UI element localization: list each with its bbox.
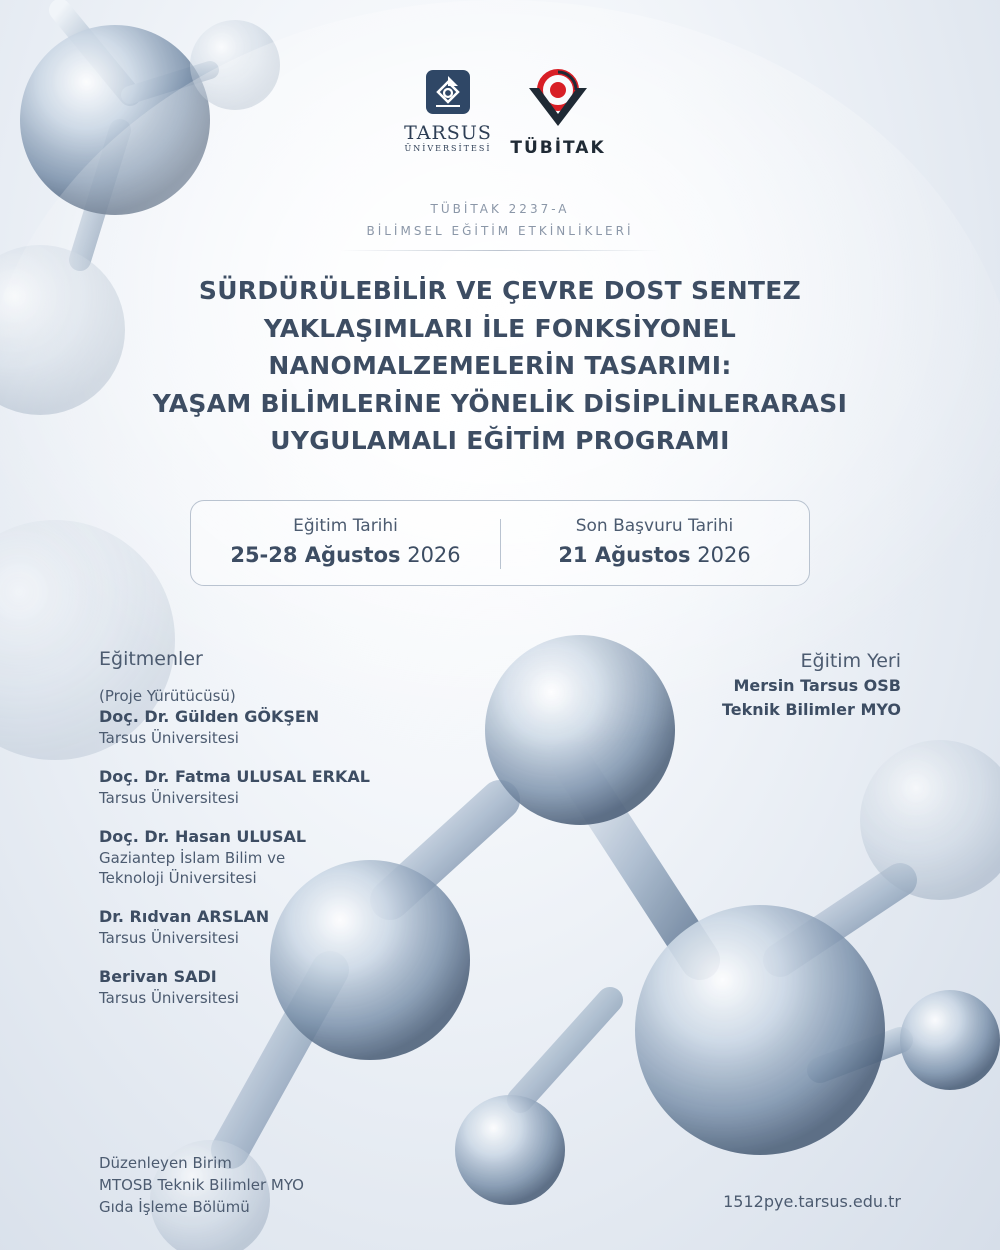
venue-block [722,648,901,722]
trainer-item [99,826,519,888]
title-line: YAŞAM BİLİMLERİNE YÖNELİK DİSİPLİNLERARASI [152,388,848,418]
trainer-institution: Tarsus Üniversitesi [99,929,239,947]
tarsus-university-logo [402,68,494,153]
trainer-item [99,686,519,748]
trainer-name: Doç. Dr. Fatma ULUSAL ERKAL [99,767,370,786]
trainer-institution: Tarsus Üniversitesi [99,789,239,807]
tarsus-university-emblem-icon [424,68,472,116]
trainer-role-note: (Proje Yürütücüsü) [99,687,236,705]
trainers-list [99,686,519,1026]
trainer-item [99,966,519,1008]
organizer-unit: MTOSB Teknik Bilimler MYO [99,1176,304,1194]
program-code: TÜBİTAK 2237-A [430,202,570,216]
training-date [191,513,500,571]
header-divider [340,250,660,251]
trainer-item [99,766,519,808]
trainer-institution: Gaziantep İslam Bilim ve Teknoloji Üniversitesi [99,849,286,887]
program-category: BİLİMSEL EĞİTİM ETKİNLİKLERİ [366,224,634,238]
program-label [0,198,1000,242]
trainer-name: Berivan SADI [99,967,217,986]
tarsus-logo-subtitle: ÜNİVERSİTESİ [404,144,492,153]
venue-heading: Eğitim Yeri [800,650,901,672]
dates-box [190,500,810,586]
tubitak-logo-name: TÜBİTAK [510,138,606,158]
training-date-label: Eğitim Tarihi [293,516,398,536]
deadline-date-value [500,539,809,571]
trainer-institution: Tarsus Üniversitesi [99,729,239,747]
trainer-name: Doç. Dr. Hasan ULUSAL [99,827,307,846]
trainer-institution: Tarsus Üniversitesi [99,989,239,1007]
title-line: NANOMALZEMELERİN TASARIMI: [268,351,732,380]
trainer-item [99,906,519,948]
deadline-date-label: Son Başvuru Tarihi [575,516,734,536]
deadline-date-year: 2026 [697,543,751,567]
title-line: SÜRDÜRÜLEBİLİR VE ÇEVRE DOST SENTEZ [198,276,802,305]
title-line: UYGULAMALI EĞİTİM PROGRAMI [270,426,730,455]
deadline-date-day: 21 Ağustos [558,543,691,567]
organizer-heading: Düzenleyen Birim [99,1154,232,1172]
tarsus-logo-name: TARSUS [404,122,492,144]
trainer-name: Dr. Rıdvan ARSLAN [99,907,270,926]
tubitak-emblem-icon [523,66,593,132]
training-date-year: 2026 [407,543,461,567]
trainer-name: Doç. Dr. Gülden GÖKŞEN [99,707,320,726]
title-line: YAKLAŞIMLARI İLE FONKSİYONEL [263,313,737,343]
trainers-heading: Eğitmenler [99,648,203,670]
website-link[interactable]: 1512pye.tarsus.edu.tr [723,1192,901,1211]
event-title [60,272,940,460]
venue-line: Teknik Bilimler MYO [721,700,901,719]
training-date-value [191,539,500,571]
organizer-department: Gıda İşleme Bölümü [99,1198,250,1216]
training-date-days: 25-28 Ağustos [230,543,401,567]
venue-line: Mersin Tarsus OSB [733,676,901,695]
deadline-date [500,513,809,571]
organizer-block [99,1152,304,1218]
tubitak-logo [508,66,608,158]
